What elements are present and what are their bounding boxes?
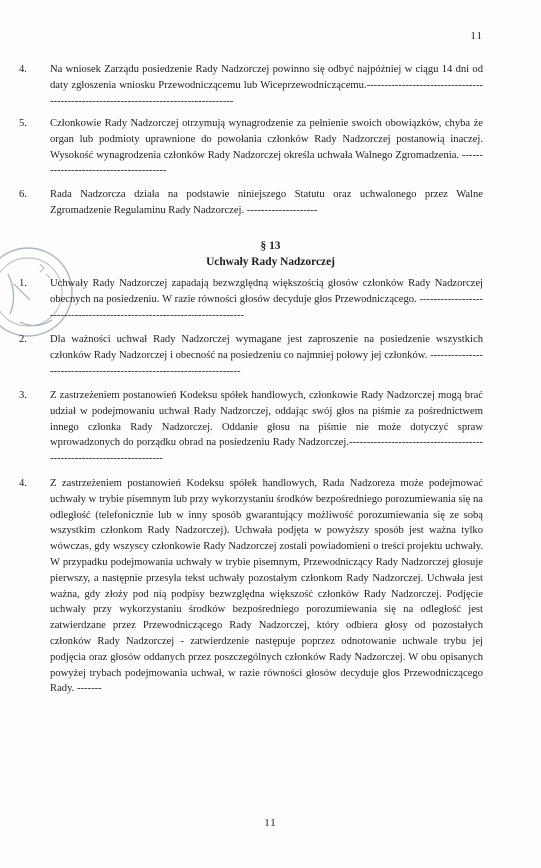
item-number: 3. (19, 390, 27, 401)
item-text: Dla ważności uchwał Rady Nadzorczej wymagane jest zaproszenie na posiedzenie wszystkich członków Rady Nadzorczej i obecność na posiedzeniu co najmniej połowy jej członków. --------------------------------------------------------------------- (50, 334, 483, 377)
item-text: Z zastrzeżeniem postanowień Kodeksu spółek handlowych, Rada Nadzoreza może podejmować uchwały w trybie pisemnym lub przy wykorzystaniu środków bezpośredniego porozumiewania się na odległość (telefonicznie lub w inny sposób gwarantujący możliwość porozumiewania się ze sobą wszystkim członkom Rady Nadzorczej). Uchwała podjęta w powyższy sposób jest ważna tylko wówczas, gdy wszyscy członkowie Rady Nadzorczej zostali powiadomieni o treści projektu uchwały. W przypadku podejmowania uchwały w trybie pisemnym, Przewodniczący Rady Nadzorczej głosuje pierwszy, a następnie przesyła tekst uchwały pozostałym członkom Rady Nadzorczej. Uchwała jest ważna, gdy złoży pod nią podpisy bezwzględna większość członków Rady Nadzorczej. Podjęcie uchwały przy wykorzystaniu środków bezpośredniego porozumiewania się na odległość jest zatwierdzane przez Przewodniczącego Rady Nadzorczej, który odbiera głosy od pozostałych członków Rady Nadzorczej - zatwierdzenie następuje poprzez odnotowanie uchwale trybu jej podjęcia oraz głosów oddanych przez poszczególnych członków Rady Nadzorczej. W obu opisanych powyżej trybach podejmowania uchwał, w razie równości głosów decyduje głos Przewodniczącego Rady. ------- (50, 478, 483, 695)
item-text: Rada Nadzorcza działa na podstawie niniejszego Statutu oraz uchwalonego przez Walne Zgromadzenie Regulaminu Rady Nadzorczej. -------------------- (50, 189, 483, 216)
item-number: 1. (19, 278, 27, 289)
page-number-top: 11 (470, 30, 483, 42)
page-number-bottom: 11 (264, 817, 277, 829)
item-text: Na wniosek Zarządu posiedzenie Rady Nadzorczej powinno się odbyć najpóźniej w ciągu 14 dni od daty zgłoszenia wniosku Przewodniczącemu lub Wiceprzewodniczącemu.------------------------------------------------------------------------------------- (50, 64, 483, 107)
section-title: Uchwały Rady Nadzorczej (206, 256, 335, 268)
item-number: 4. (19, 478, 27, 489)
item-number: 4. (19, 64, 27, 75)
item-text: Członkowie Rady Nadzorczej otrzymują wynagrodzenie za pełnienie swoich obowiązków, chyba że organ lub podmioty uprawnione do powołania członków Rady Nadzorczej postanowią inaczej. Wysokość wynagrodzenia członków Rady Nadzorczej określa uchwała Walnego Zgromadzenia. --------------------------------------- (50, 118, 483, 177)
item-number: 6. (19, 189, 27, 200)
section-number: § 13 (260, 240, 281, 252)
item-number: 2. (19, 334, 27, 345)
item-text: Uchwały Rady Nadzorczej zapadają bezwzględną większością głosów członków Rady Nadzorczej obecnych na posiedzeniu. W razie równości głosów decyduje głos Przewodniczącego. ------------------------------------------------------------------------- (50, 278, 483, 321)
item-number: 5. (19, 118, 27, 129)
item-text: Z zastrzeżeniem postanowień Kodeksu spółek handlowych, członkowie Rady Nadzorczej mogą brać udział w podejmowaniu uchwał Rady Nadzorczej, oddając swój głos na piśmie za pośrednictwem innego członka Rady Nadzorczej. Oddanie głosu na piśmie nie może dotyczyć spraw wprowadzonych do porządku obrad na posiedzeniu Rady Nadzorczej.---------------------------------------------------------------------- (50, 390, 483, 465)
